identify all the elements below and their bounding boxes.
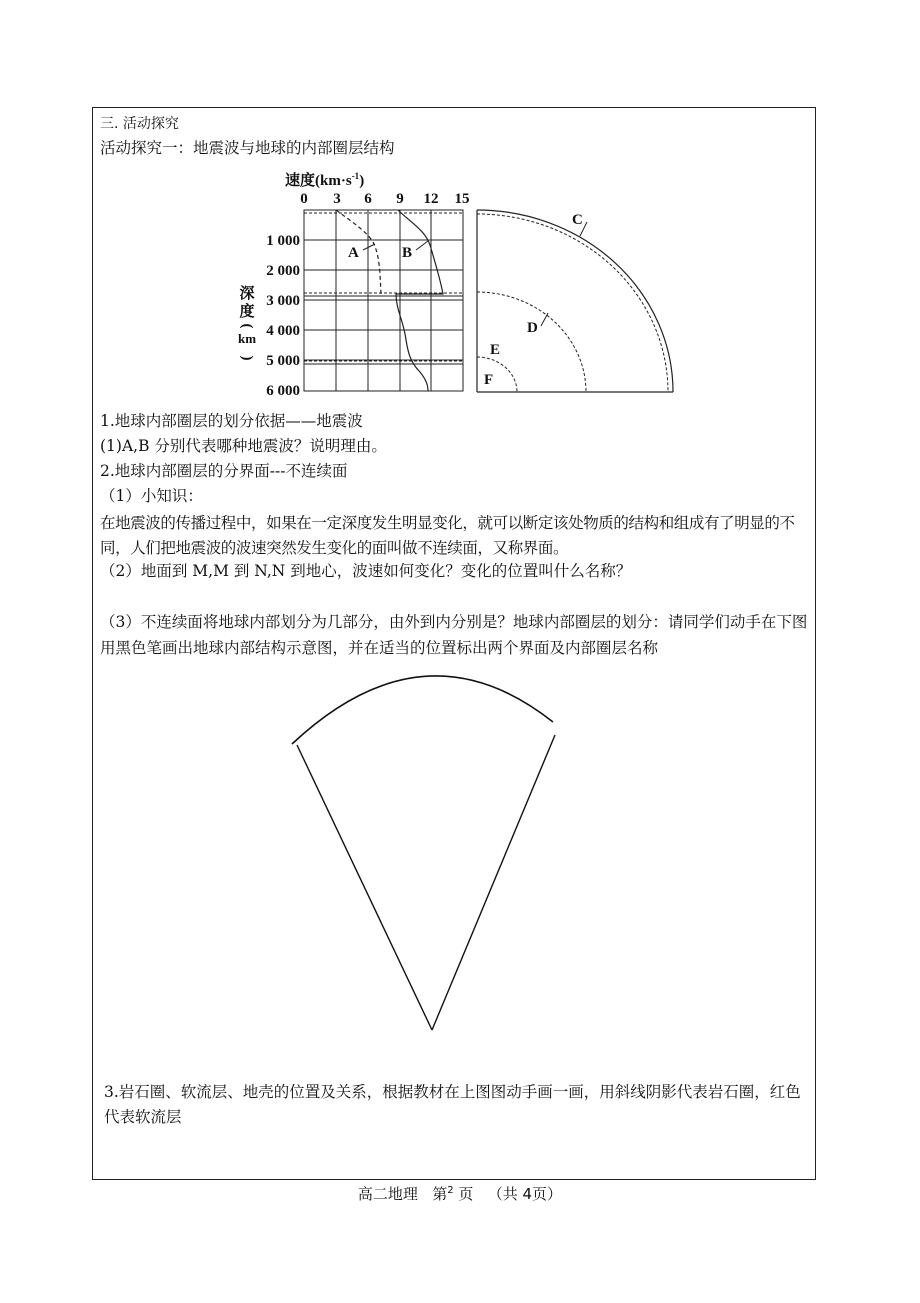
activity-title: 活动探究一：地震波与地球的内部圈层结构 [100,139,395,157]
earth-section [477,210,673,392]
q3-text: 3.岩石圈、软流层、地壳的位置及关系，根据教材在上图图动手画一画，用斜线阴影代表岩石圈，红色代表软流层 [104,1083,801,1126]
footer-subject: 高二地理 [357,1185,418,1203]
x-tick: 3 [333,191,341,207]
x-tick: 15 [454,191,470,207]
seismic-wave-figure [225,168,685,400]
label-a: A [348,245,359,261]
x-tick: 12 [423,191,439,207]
footer-page-prefix: 第 [432,1185,448,1203]
label-b: B [402,245,413,261]
y-axis-title: 度 [239,304,255,320]
label-c: C [572,212,583,228]
x-tick: 0 [300,191,308,207]
y-tick: 6 000 [266,383,300,399]
q2-sub2: （2）地面到 M,M 到 N,N 到地心，波速如何变化？变化的位置叫什么名称？ [100,562,632,580]
y-axis-title: km [237,331,257,346]
chart-grid [304,210,463,391]
label-f: F [484,372,494,388]
y-axis-title: ) [239,355,255,361]
x-tick: 6 [364,191,372,207]
drawing-sector [280,668,570,1038]
q1-heading: 1.地球内部圈层的划分依据——地震波 [100,412,363,430]
y-axis-title: 深 [239,286,255,302]
label-d: D [527,320,538,336]
label-e: E [490,342,501,358]
x-tick: 9 [396,191,404,207]
page-footer [0,1183,920,1204]
y-tick: 5 000 [266,353,300,369]
q2-knowledge-text: 在地震波的传播过程中，如果在一定深度发生明显变化，就可以断定该处物质的结构和组成有了明显的不同，人们把地震波的波速突然发生变化的面叫做不连续面，又称界面。 [100,514,795,557]
footer-page-number: 2 [447,1185,454,1196]
y-tick: 2 000 [266,263,300,279]
y-tick: 1 000 [266,233,300,249]
q2-heading: 2.地球内部圈层的分界面---不连续面 [100,462,348,480]
footer-page-suffix: 页 [458,1185,474,1203]
q2-sub3: （3）不连续面将地球内部划分为几部分，由外到内分别是？地球内部圈层的划分：请同学们动手在下图用黑色笔画出地球内部结构示意图，并在适当的位置标出两个界面及内部圈层名称 [100,613,808,657]
x-axis-title: 速度$(km\cdot s^{-1})$ [285,171,365,189]
y-tick: 3 000 [266,293,300,309]
y-tick: 4 000 [266,323,300,339]
y-axis-title: ( [239,323,255,329]
q2-knowledge-label: （1）小知识： [100,487,203,505]
section-heading: 三. 活动探究 [100,116,179,132]
footer-total: （共 4页） [487,1185,563,1203]
q1-sub: (1)A,B 分别代表哪种地震波？说明理由。 [100,437,387,455]
